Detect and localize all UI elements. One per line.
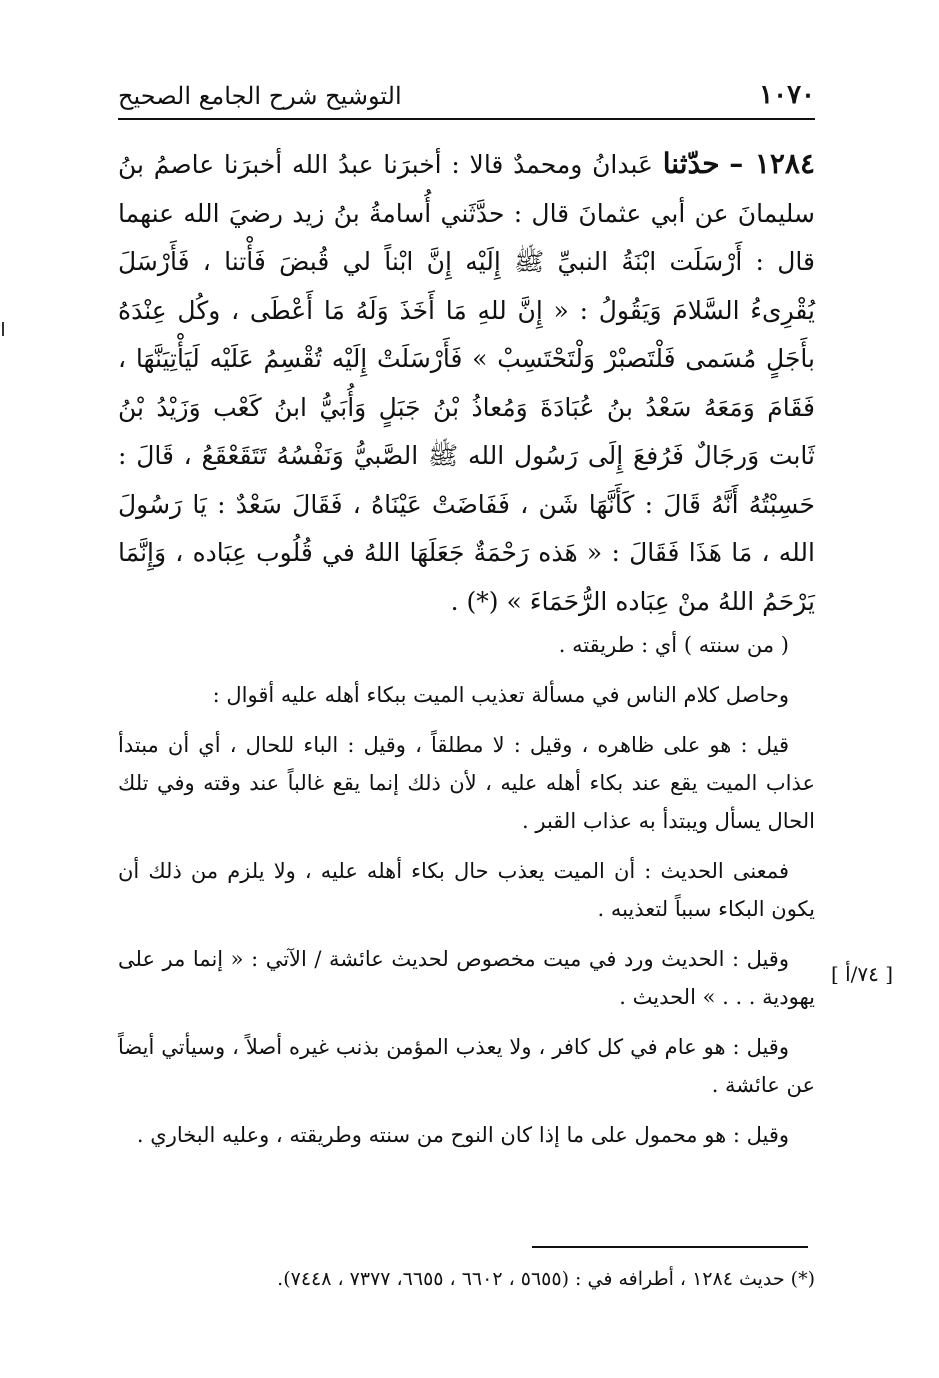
- page-number: ١٠٧٠: [759, 80, 815, 110]
- commentary-paragraph-2: وحاصل كلام الناس في مسألة تعذيب الميت ببكاء أهله عليه أقوال :: [212, 683, 789, 707]
- commentary-paragraph-1: ( من سنته ) أي : طريقته .: [558, 633, 789, 657]
- hadith-number: ١٢٨٤ –: [729, 147, 815, 180]
- commentary-paragraph-3: قيل : هو على ظاهره ، وقيل : لا مطلقاً ، وقيل : الباء للحال ، أي أن مبتدأ عذاب الميت يقع عند بكاء أهله عليه ، لأن ذلك إنما يقع غالباً عند وقته وفي تلك الحال يسأل ويبتدأ به عذاب القبر .: [118, 733, 815, 833]
- hadith-text: عَبدانُ ومحمدٌ قالا : أخبرَنا عبدُ الله أخبرَنا عاصمُ بنُ سليمانَ عن أبي عثمانَ قال : حدَّثَني أُسامةُ بنُ زيد رضيَ الله عنهما قال : أَرْسَلَت ابْنَةُ النبيِّ ﷺ إِلَيْه إِنَّ ابْناً لي قُبضَ فَأْتنا ، فَأَرْسَلَ يُقْرِىءُ السَّلامَ وَيَقُولُ : « إِنَّ للهِ مَا أَخَذَ وَلَهُ مَا أَعْطَى ، وكُل عِنْدَهُ بأَجَلٍ مُسَمى فَلْتَصبْرْ وَلْتَحْتَسِبْ » فَأَرْسَلَتْ إِلَيْه تُقْسِمُ عَلَيْه لَيَأْتِيَنَّهَا ، فَقَامَ وَمَعَهُ سَعْدُ بنُ عُبَادَةَ وَمُعاذُ بْنُ جَبَلٍ وَأُبَيُّ ابنُ كَعْب وَزَيْدُ بْنُ ثَابت وَرجَالٌ فَرُفعَ إِلَى رَسُول الله ﷺ الصَّبيُّ وَنَفْسُهُ تَتَقَعْقَعُ ، قَالَ : حَسِبْتُهُ أَنَّهُ قَالَ : كَأَنَّهَا شَن ، فَفَاضَتْ عَيْنَاهُ ، فَقَالَ سَعْدٌ : يَا رَسُولَ الله ، مَا هَذَا فَقَالَ : « هَذه رَحْمَةٌ جَعَلَهَا اللهُ في قُلُوب عِبَاده ، وَإِنَّمَا يَرْحَمُ اللهُ منْ عِبَاده الرُّحَمَاءَ » (*) .: [118, 150, 815, 616]
- scan-mark: [2, 322, 4, 336]
- folio-margin-note: [ ٧٤/أ ]: [830, 962, 894, 986]
- main-text: [118, 140, 815, 1154]
- commentary-paragraph-6: وقيل : هو عام في كل كافر ، ولا يعذب المؤمن بذنب غيره أصلاً ، وسيأتي أيضاً عن عائشة .: [118, 1035, 815, 1097]
- commentary-paragraph-4: فمعنى الحديث : أن الميت يعذب حال بكاء أهله عليه ، ولا يلزم من ذلك أن يكون البكاء سبباً لتعذيبه .: [118, 859, 815, 921]
- commentary-paragraph-5: وقيل : الحديث ورد في ميت مخصوص لحديث عائشة / الآتي : « إنما مر على يهودية . . . » الحديث .: [118, 947, 815, 1009]
- footnote: (*) حديث ١٢٨٤ ، أطرافه في : (٥٦٥٥ ، ٦٦٠٢ ، ٦٦٥٥، ٧٣٧٧ ، ٧٤٤٨).: [277, 1268, 815, 1290]
- hadith-lead: حدّثنا: [662, 147, 720, 180]
- running-title: التوشيح شرح الجامع الصحيح: [118, 82, 402, 110]
- page-header: [118, 78, 815, 120]
- footnote-divider: [532, 1246, 808, 1248]
- hadith-paragraph: [118, 140, 815, 626]
- commentary-paragraph-7: وقيل : هو محمول على ما إذا كان النوح من سنته وطريقته ، وعليه البخاري .: [136, 1123, 789, 1147]
